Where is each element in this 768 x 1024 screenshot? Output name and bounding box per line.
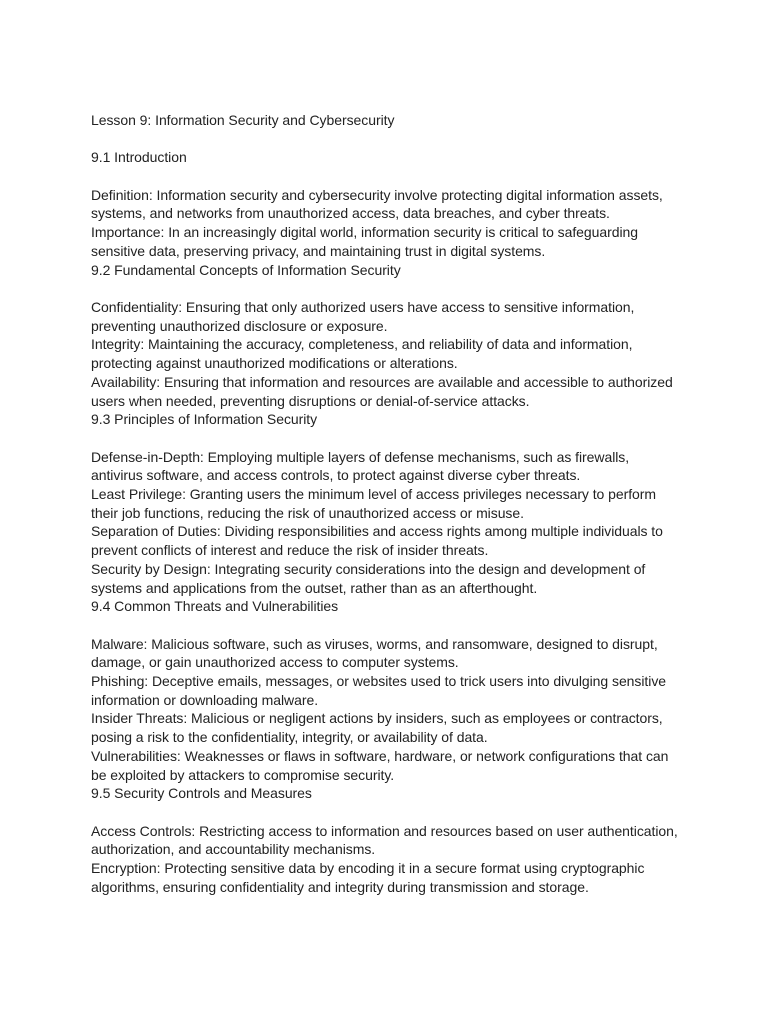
paragraph-security-by-design [91,560,691,597]
spacer [91,279,691,298]
text-line: Security by Design: Integrating security considerations into the design and development of [91,560,646,577]
text-line: Availability: Ensuring that information and resources are available and accessible to authorized [91,373,673,390]
section-heading-9-3: 9.3 Principles of Information Security [91,411,318,428]
text-line: Confidentiality: Ensuring that only authorized users have access to sensitive information, [91,298,635,315]
spacer [91,616,691,635]
text-line: Separation of Duties: Dividing responsibilities and access rights among multiple individuals to [91,523,663,540]
text-line: Insider Threats: Malicious or negligent actions by insiders, such as employees or contractors, [91,710,663,727]
text-line: Definition: Information security and cybersecurity involve protecting digital information assets, [91,186,663,203]
section-heading-9-4: 9.4 Common Threats and Vulnerabilities [91,598,339,615]
text-line: preventing unauthorized disclosure or exposure. [91,317,388,334]
text-line: Phishing: Deceptive emails, messages, or websites used to trick users into divulging sensitive [91,673,667,690]
text-line: systems, and networks from unauthorized access, data breaches, and cyber threats. [91,205,610,222]
document-title: Lesson 9: Information Security and Cybersecurity [91,112,395,128]
text-line: prevent conflicts of interest and reduce the risk of insider threats. [91,542,489,559]
paragraph-importance [91,223,691,260]
text-line: Importance: In an increasingly digital world, information security is critical to safeguarding [91,224,639,241]
text-line: antivirus software, and access controls, to protect against diverse cyber threats. [91,467,581,484]
text-line: be exploited by attackers to compromise security. [91,766,395,783]
text-line: Integrity: Maintaining the accuracy, completeness, and reliability of data and information, [91,336,633,353]
document-body [91,111,691,896]
section-heading-9-1: 9.1 Introduction [91,149,187,166]
paragraph-malware [91,635,691,672]
text-line: damage, or gain unauthorized access to computer systems. [91,654,459,671]
text-line: algorithms, ensuring confidentiality and integrity during transmission and storage. [91,878,589,895]
paragraph-availability [91,373,691,410]
text-line: Access Controls: Restricting access to information and resources based on user authentication, [91,822,678,839]
paragraph-phishing [91,672,691,709]
spacer [91,130,691,149]
section-heading-9-2: 9.2 Fundamental Concepts of Information Security [91,261,401,278]
text-line: Malware: Malicious software, such as viruses, worms, and ransomware, designed to disrupt, [91,635,658,652]
paragraph-least-privilege [91,485,691,522]
text-line: posing a risk to the confidentiality, integrity, or availability of data. [91,729,488,746]
paragraph-insider-threats [91,709,691,746]
text-line: their job functions, reducing the risk of unauthorized access or misuse. [91,504,524,521]
text-line: Least Privilege: Granting users the minimum level of access privileges necessary to perform [91,486,657,502]
text-line: authorization, and accountability mechanisms. [91,841,376,858]
section-heading-9-5: 9.5 Security Controls and Measures [91,785,312,802]
spacer [91,167,691,186]
paragraph-integrity [91,335,691,372]
paragraph-confidentiality [91,298,691,335]
spacer [91,429,691,448]
paragraph-vulnerabilities [91,747,691,784]
text-line: systems and applications from the outset, rather than as an afterthought. [91,579,538,596]
paragraph-definition [91,186,691,223]
text-line: Encryption: Protecting sensitive data by encoding it in a secure format using cryptographic [91,860,645,877]
paragraph-defense-in-depth [91,448,691,485]
text-line: Vulnerabilities: Weaknesses or flaws in software, hardware, or network configurations that can [91,747,669,764]
text-line: sensitive data, preserving privacy, and maintaining trust in digital systems. [91,242,546,259]
text-line: Defense-in-Depth: Employing multiple layers of defense mechanisms, such as firewalls, [91,448,630,465]
paragraph-separation-of-duties [91,522,691,559]
paragraph-access-controls [91,822,691,859]
text-line: protecting against unauthorized modifications or alterations. [91,355,458,372]
paragraph-encryption [91,859,691,896]
text-line: users when needed, preventing disruptions or denial-of-service attacks. [91,392,530,409]
spacer [91,803,691,822]
text-line: information or downloading malware. [91,691,319,708]
